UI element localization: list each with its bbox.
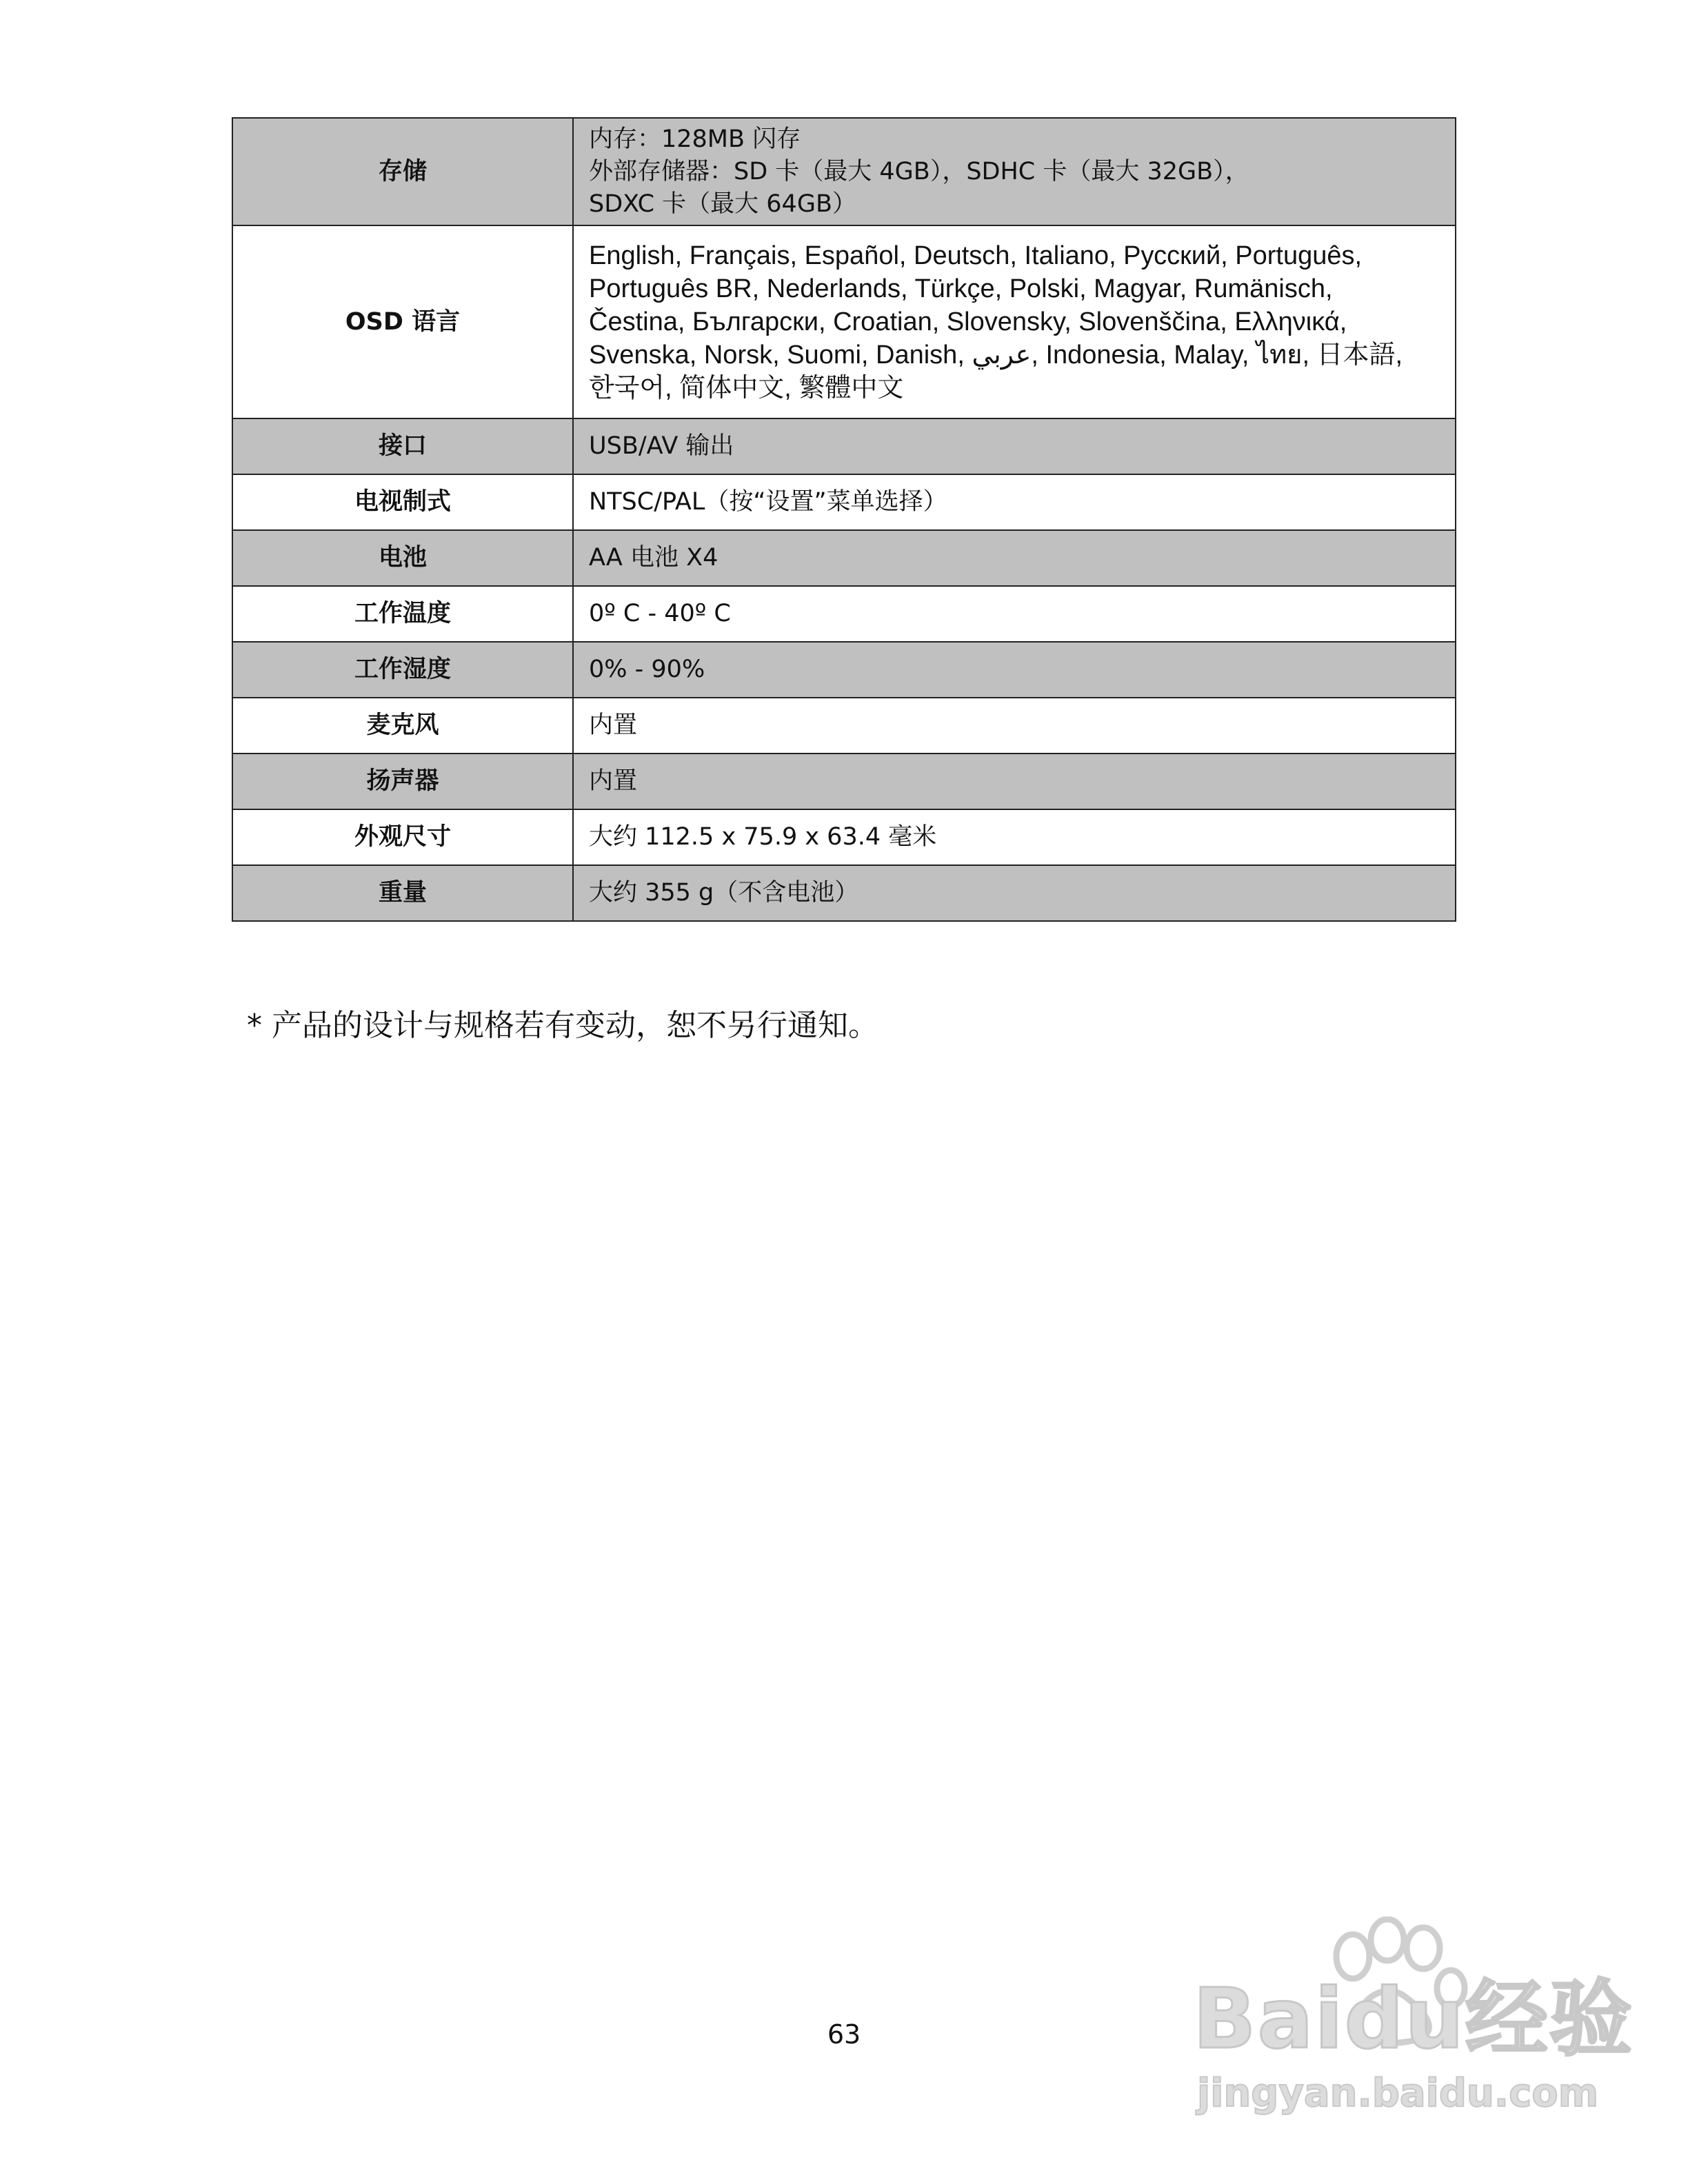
spec-label: 电池 [232, 530, 573, 586]
spec-row-storage [232, 118, 1456, 225]
spec-value-line: NTSC/PAL（按“设置”菜单选择） [589, 488, 947, 516]
spec-value-line: English, Français, Español, Deutsch, Italiano, Русский, Português, [589, 241, 1363, 270]
spec-label: 电视制式 [232, 474, 573, 530]
spec-row-microphone [232, 698, 1456, 754]
spec-value [573, 642, 1456, 698]
baidu-watermark [1193, 1917, 1634, 2123]
spec-row-operating-temperature [232, 586, 1456, 642]
spec-value-line: SDXC 卡（最大 64GB） [589, 190, 856, 218]
spec-value-line: 0% - 90% [589, 656, 705, 683]
spec-row-speaker [232, 754, 1456, 809]
spec-table [232, 117, 1456, 922]
spec-value [573, 118, 1456, 225]
spec-value-line: 内置 [589, 767, 638, 795]
spec-label: 外观尺寸 [232, 809, 573, 865]
spec-value-line: 한국어, 简体中文, 繁體中文 [589, 374, 904, 403]
spec-row-osd-language [232, 225, 1456, 418]
watermark-brand: Baidu经验 [1193, 1972, 1634, 2067]
spec-value-line: 大约 355 g（不含电池） [589, 879, 859, 907]
spec-value-line: USB/AV 输出 [589, 432, 734, 460]
footnote: * 产品的设计与规格若有变动，恕不另行通知。 [247, 1008, 878, 1043]
page-number: 63 [827, 2019, 861, 2050]
spec-row-weight [232, 865, 1456, 921]
spec-row-dimensions [232, 809, 1456, 865]
spec-value [573, 698, 1456, 754]
spec-value-line: Čestina, Български, Croatian, Slovensky, Slovenščina, Ελληνικά, [589, 307, 1347, 336]
spec-row-battery [232, 530, 1456, 586]
spec-label: 工作湿度 [232, 642, 573, 698]
watermark-url: jingyan.baidu.com [1197, 2071, 1599, 2116]
spec-value [573, 418, 1456, 474]
spec-label: 接口 [232, 418, 573, 474]
spec-value [573, 586, 1456, 642]
spec-label: 重量 [232, 865, 573, 921]
spec-row-tv-system [232, 474, 1456, 530]
spec-row-interface [232, 418, 1456, 474]
spec-label: 工作温度 [232, 586, 573, 642]
spec-value-line: 外部存储器：SD 卡（最大 4GB），SDHC 卡（最大 32GB）， [589, 157, 1249, 185]
spec-label: 存储 [232, 118, 573, 225]
spec-value [573, 474, 1456, 530]
spec-value [573, 809, 1456, 865]
spec-value-line: 内存：128MB 闪存 [589, 125, 801, 153]
spec-value-line: 内置 [589, 711, 638, 739]
spec-label: OSD 语言 [232, 225, 573, 418]
spec-label: 扬声器 [232, 754, 573, 809]
spec-value [573, 754, 1456, 809]
spec-value-line: 0º C - 40º C [589, 600, 731, 627]
spec-value-line: Svenska, Norsk, Suomi, Danish, عربي, Indonesia, Malay, ไทย, 日本語, [589, 341, 1403, 370]
spec-value-line: AA 电池 X4 [589, 544, 719, 572]
spec-value-line: 大约 112.5 x 75.9 x 63.4 毫米 [589, 823, 937, 851]
spec-value [573, 225, 1456, 418]
spec-value [573, 530, 1456, 586]
spec-label: 麦克风 [232, 698, 573, 754]
spec-value-line: Português BR, Nederlands, Türkçe, Polski, Magyar, Rumänisch, [589, 274, 1333, 303]
spec-value [573, 865, 1456, 921]
spec-row-operating-humidity [232, 642, 1456, 698]
